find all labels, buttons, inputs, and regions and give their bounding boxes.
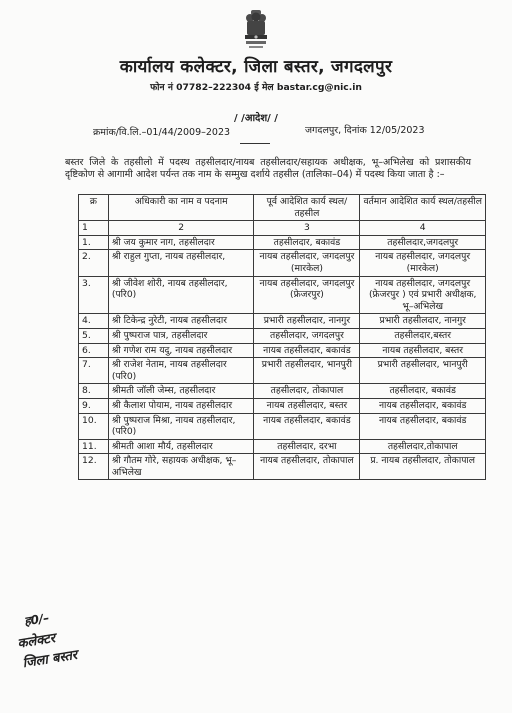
table-row	[79, 439, 486, 454]
divider	[240, 143, 270, 144]
row-officer: श्रीमती आशा मौर्य, तहसीलदार	[108, 439, 254, 454]
header-row	[79, 195, 486, 221]
header-current-posting: वर्तमान आदेशित कार्य स्थल/तहसील	[360, 195, 486, 221]
table-row	[79, 328, 486, 343]
row-previous-posting: तहसीलदार, तोकापाल	[254, 384, 360, 399]
row-current-posting: तहसीलदार,तोकापाल	[360, 439, 486, 454]
row-officer: श्री राहुल गुप्ता, नायब तहसीलदार,	[108, 250, 254, 276]
row-officer: श्री पुष्पराज पात्र, तहसीलदार	[108, 328, 254, 343]
row-previous-posting: नायब तहसीलदार, बकावंड	[254, 413, 360, 439]
row-current-posting: नायब तहसीलदार, बकावंड	[360, 398, 486, 413]
intro-paragraph: बस्तर जिले के तहसीलो में पदस्थ तहसीलदार/नायब तहसीलदार/सहायक अधीक्षक, भू–अभिलेख को प्रशासकीय दृष्टिकोण से आगामी आदेश पर्यन्त तक नाम के सम्मुख दर्शाये तहसील (तालिका–04) में पदस्थ किया जाता है :–	[65, 157, 471, 181]
row-sn: 12.	[79, 454, 109, 480]
row-current-posting: तहसीलदार,बस्तर	[360, 328, 486, 343]
table-row	[79, 343, 486, 358]
row-current-posting: नायब तहसीलदार, बस्तर	[360, 343, 486, 358]
col-number: 1	[79, 221, 109, 236]
row-current-posting: नायब तहसीलदार, जगदलपुर (मारकेल)	[360, 250, 486, 276]
row-current-posting: प्र. नायब तहसीलदार, तोकापाल	[360, 454, 486, 480]
row-sn: 2.	[79, 250, 109, 276]
row-current-posting: प्रभारी तहसीलदार, भानपुरी	[360, 358, 486, 384]
row-sn: 6.	[79, 343, 109, 358]
signature-district: जिला बस्तर	[21, 647, 79, 672]
table-row	[79, 235, 486, 250]
table-row	[79, 358, 486, 384]
row-previous-posting: नायब तहसीलदार, जगदलपुर (मारकेल)	[254, 250, 360, 276]
order-heading: / /आदेश/ /	[234, 113, 278, 124]
row-sn: 8.	[79, 384, 109, 399]
row-current-posting: प्रभारी तहसीलदार, नानगुर	[360, 314, 486, 329]
handwritten-signature	[13, 599, 123, 686]
row-current-posting: नायब तहसीलदार, बकावंड	[360, 413, 486, 439]
row-sn: 10.	[79, 413, 109, 439]
table-row	[79, 413, 486, 439]
row-previous-posting: प्रभारी तहसीलदार, भानपुरी	[254, 358, 360, 384]
table-row	[79, 250, 486, 276]
row-officer: श्री गौतम गोरे, सहायक अधीक्षक, भू–अभिलेख	[108, 454, 254, 480]
row-officer: श्री कैलाश पोयाम, नायब तहसीलदार	[108, 398, 254, 413]
row-sn: 11.	[79, 439, 109, 454]
row-previous-posting: नायब तहसीलदार, जगदलपुर (फ्रेजरपुर)	[254, 276, 360, 314]
row-previous-posting: तहसीलदार, दरभा	[254, 439, 360, 454]
table-row	[79, 384, 486, 399]
state-emblem-icon	[240, 8, 272, 52]
header-previous-posting: पूर्व आदेशित कार्य स्थल/तहसील	[254, 195, 360, 221]
table-row	[79, 276, 486, 314]
row-officer: श्री टिकेन्द्र नुरेटी, नायब तहसीलदार	[108, 314, 254, 329]
row-officer: श्री गणेश राम यदु, नायब तहसीलदार	[108, 343, 254, 358]
col-number: 2	[108, 221, 254, 236]
signature-mark: ह0/–	[23, 610, 51, 629]
row-officer: श्री पुष्पराज मिश्रा, नायब तहसीलदार, (परि0)	[108, 413, 254, 439]
office-title: कार्यालय कलेक्टर, जिला बस्तर, जगदलपुर	[119, 57, 393, 77]
row-current-posting: तहसीलदार, बकावंड	[360, 384, 486, 399]
order-date: जगदलपुर, दिनांक 12/05/2023	[305, 125, 425, 136]
contact-line: फोन नं 07782–222304 ई मेल bastar.cg@nic.in	[150, 82, 362, 93]
row-previous-posting: नायब तहसीलदार, तोकापाल	[254, 454, 360, 480]
row-sn: 7.	[79, 358, 109, 384]
row-current-posting: नायब तहसीलदार, जगदलपुर (फ्रेजरपुर ) एवं प्रभारी अधीक्षक, भू–अभिलेख	[360, 276, 486, 314]
signature-designation: कलेक्टर	[16, 631, 57, 652]
column-number-row	[79, 221, 486, 236]
row-previous-posting: नायब तहसीलदार, बस्तर	[254, 398, 360, 413]
row-current-posting: तहसीलदार,जगदलपुर	[360, 235, 486, 250]
row-officer: श्री राजेश नेताम, नायब तहसीलदार (परि0)	[108, 358, 254, 384]
header-officer: अधिकारी का नाम व पदनाम	[108, 195, 254, 221]
col-number: 4	[360, 221, 486, 236]
row-sn: 5.	[79, 328, 109, 343]
row-sn: 4.	[79, 314, 109, 329]
row-previous-posting: प्रभारी तहसीलदार, नानगुर	[254, 314, 360, 329]
row-sn: 3.	[79, 276, 109, 314]
header-sn: क्र	[79, 195, 109, 221]
row-officer: श्री जीवेश शोरी, नायब तहसीलदार, (परि0)	[108, 276, 254, 314]
row-previous-posting: तहसीलदार, बकावंड	[254, 235, 360, 250]
table-row	[79, 314, 486, 329]
row-previous-posting: नायब तहसीलदार, बकावंड	[254, 343, 360, 358]
row-officer: श्रीमती जॉली जेम्स, तहसीलदार	[108, 384, 254, 399]
transfer-table	[78, 194, 486, 480]
row-sn: 1.	[79, 235, 109, 250]
row-sn: 9.	[79, 398, 109, 413]
order-number: क्रमांक/वि.लि.–01/44/2009–2023	[93, 127, 231, 138]
table-row	[79, 398, 486, 413]
row-previous-posting: तहसीलदार, जगदलपुर	[254, 328, 360, 343]
col-number: 3	[254, 221, 360, 236]
row-officer: श्री जय कुमार नाग, तहसीलदार	[108, 235, 254, 250]
table-row	[79, 454, 486, 480]
